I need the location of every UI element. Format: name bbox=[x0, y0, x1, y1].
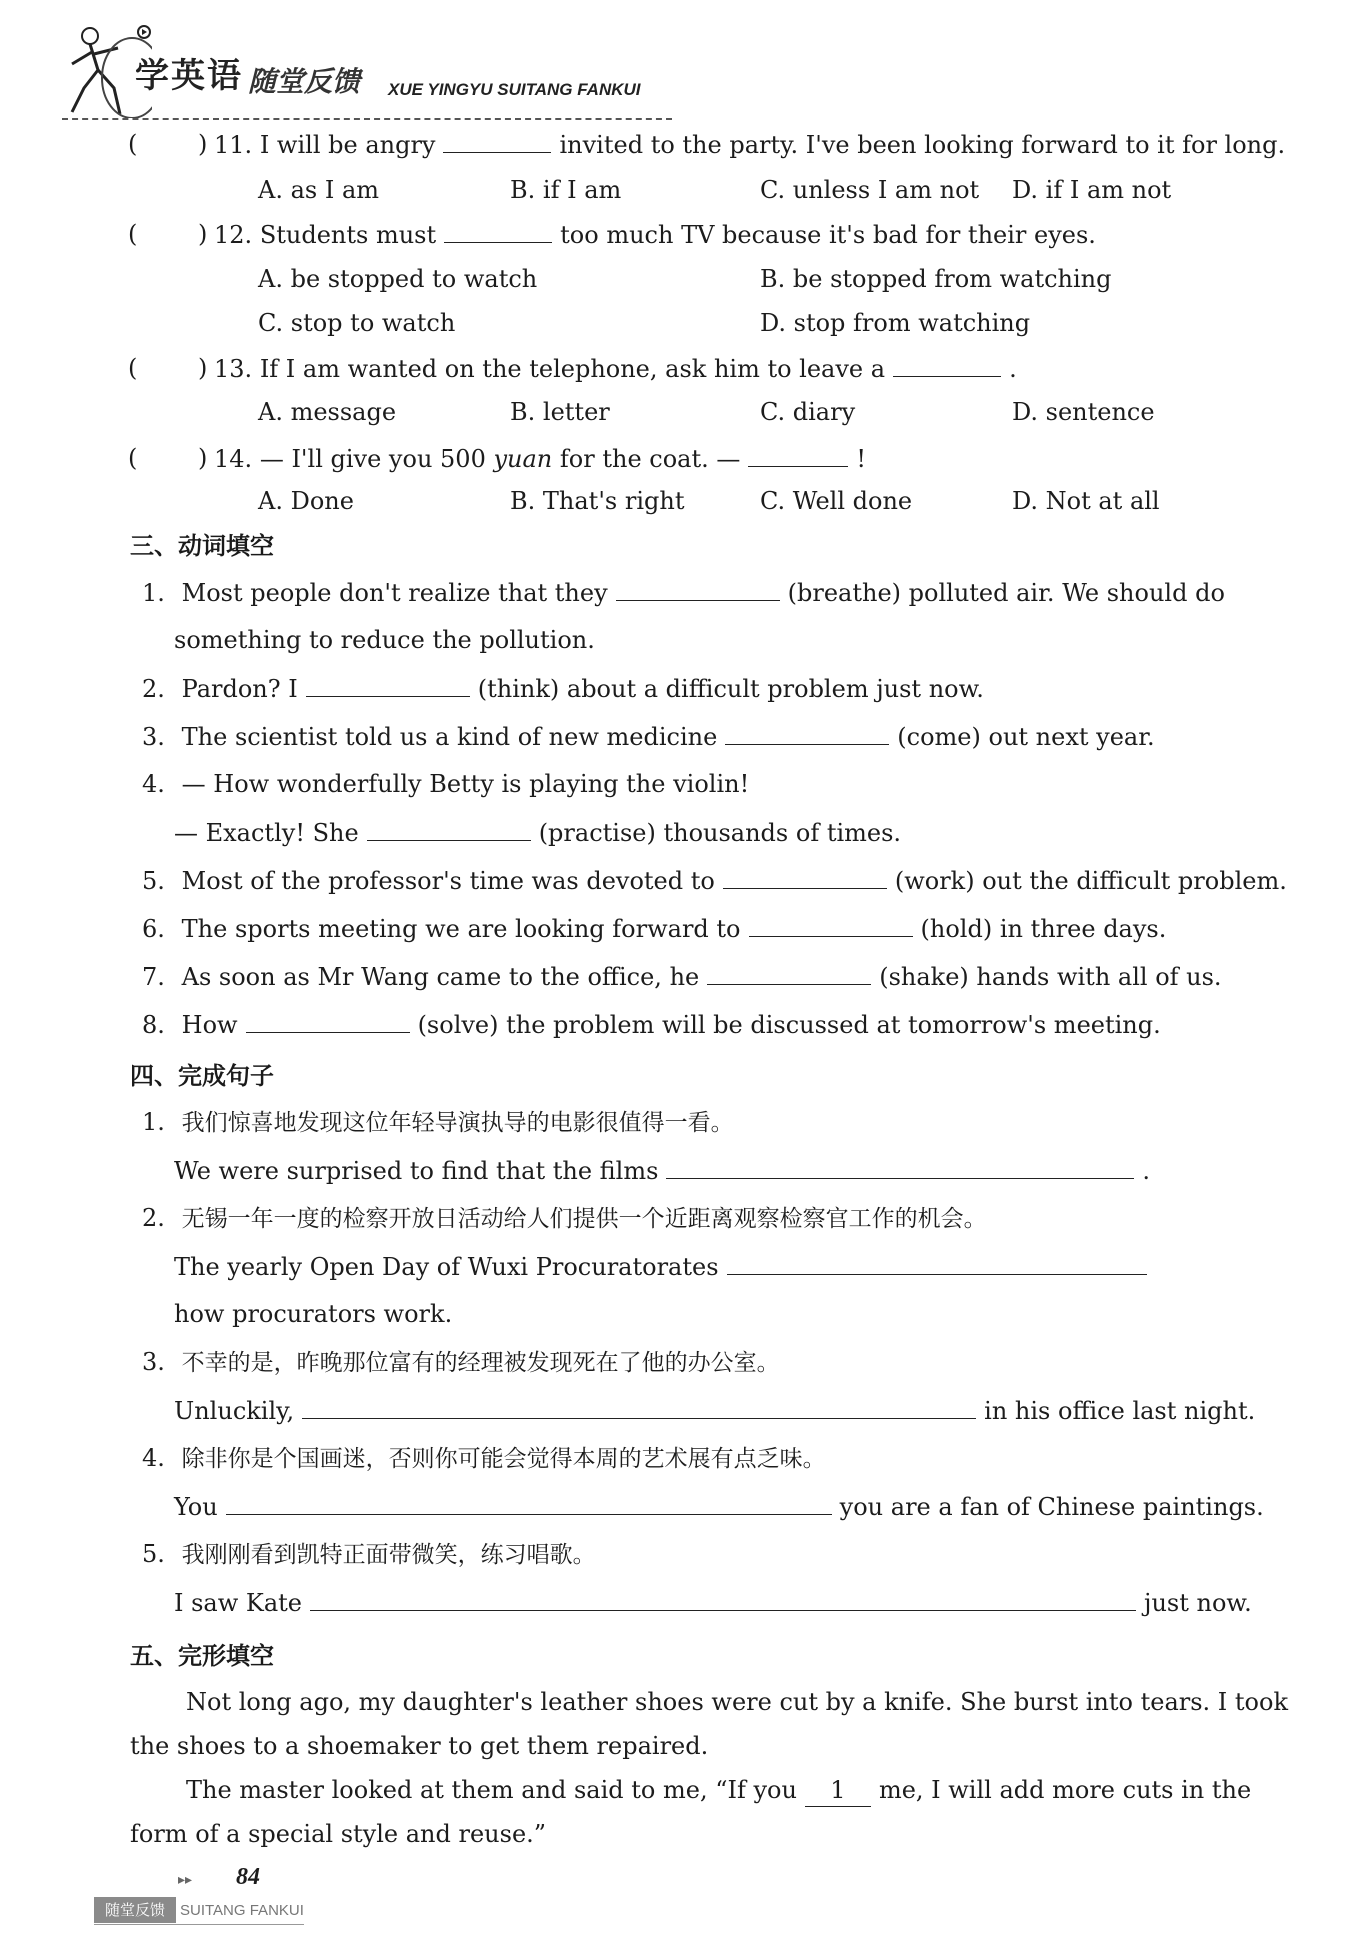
sentence-item-3-cn bbox=[142, 1346, 780, 1379]
answer-paren-open: ( bbox=[128, 444, 138, 472]
item-number: 4. bbox=[142, 770, 165, 798]
question-stem: — I'll give you 500 bbox=[259, 445, 486, 473]
footer-divider bbox=[94, 1924, 304, 1925]
sentence-item-4-en bbox=[174, 1490, 1264, 1523]
sentence-item-1-cn bbox=[142, 1106, 734, 1139]
option-a: A. Done bbox=[258, 487, 354, 515]
question-text bbox=[214, 352, 1017, 385]
item-number: 2. bbox=[142, 675, 165, 703]
option-a: A. be stopped to watch bbox=[258, 265, 538, 293]
answer-blank[interactable] bbox=[310, 1586, 1136, 1611]
question-number: 12. bbox=[214, 221, 253, 249]
answer-blank[interactable] bbox=[893, 352, 1001, 377]
item-text-end: (solve) the problem will be discussed at tomorrow's meeting. bbox=[417, 1011, 1161, 1039]
option-a: A. as I am bbox=[258, 176, 380, 204]
item-text-end: (hold) in three days. bbox=[920, 915, 1167, 943]
sentence-item-5-en bbox=[174, 1586, 1252, 1619]
section-heading-cloze: 五、完形填空 bbox=[130, 1642, 274, 1670]
item-text: Pardon? I bbox=[181, 675, 298, 703]
option-d: D. Not at all bbox=[1012, 487, 1160, 515]
english-prompt-end: just now. bbox=[1144, 1589, 1252, 1617]
verb-item-2 bbox=[142, 672, 984, 705]
cloze-paragraph-1-line-1: Not long ago, my daughter's leather shoes were cut by a knife. She burst into tears. I took bbox=[186, 1688, 1288, 1716]
answer-paren-open: ( bbox=[128, 220, 138, 248]
option-b: B. be stopped from watching bbox=[760, 265, 1112, 293]
verb-item-4 bbox=[142, 768, 749, 800]
question-stem-end: . bbox=[1009, 355, 1017, 383]
item-text-end: (practise) thousands of times. bbox=[538, 819, 902, 847]
cloze-paragraph-1-line-2: the shoes to a shoemaker to get them repaired. bbox=[130, 1732, 709, 1760]
english-prompt: The yearly Open Day of Wuxi Procuratorates bbox=[174, 1253, 719, 1281]
cloze-blank-1[interactable]: 1 bbox=[805, 1774, 871, 1807]
verb-item-8 bbox=[142, 1008, 1161, 1041]
cloze-text-end: me, I will add more cuts in the bbox=[878, 1776, 1252, 1804]
option-c: C. Well done bbox=[760, 487, 913, 515]
question-stem-end: invited to the party. I've been looking forward to it for long. bbox=[559, 131, 1286, 159]
header-title-en: XUE YINGYU SUITANG FANKUI bbox=[388, 80, 641, 99]
question-stem: If I am wanted on the telephone, ask him to leave a bbox=[259, 355, 886, 383]
english-prompt-end: in his office last night. bbox=[984, 1397, 1256, 1425]
answer-blank[interactable] bbox=[616, 576, 780, 601]
verb-item-5 bbox=[142, 864, 1287, 897]
item-number: 7. bbox=[142, 963, 165, 991]
item-number: 4. bbox=[142, 1444, 165, 1472]
footer-label-en: SUITANG FANKUI bbox=[180, 1902, 304, 1919]
item-text: — How wonderfully Betty is playing the violin! bbox=[181, 770, 750, 798]
sentence-item-2-cn bbox=[142, 1202, 987, 1235]
item-text: As soon as Mr Wang came to the office, he bbox=[181, 963, 700, 991]
option-b: B. if I am bbox=[510, 176, 622, 204]
header-title-cn: 学英语 bbox=[135, 56, 243, 96]
item-number: 1. bbox=[142, 1108, 165, 1136]
answer-paren-open: ( bbox=[128, 130, 138, 158]
answer-paren-open: ( bbox=[128, 354, 138, 382]
cloze-paragraph-2-line-1 bbox=[186, 1774, 1251, 1807]
option-c: C. diary bbox=[760, 398, 856, 426]
question-stem: Students must bbox=[259, 221, 437, 249]
item-text-end: (shake) hands with all of us. bbox=[879, 963, 1222, 991]
question-number: 11. bbox=[214, 131, 253, 159]
option-d: D. sentence bbox=[1012, 398, 1155, 426]
answer-blank[interactable] bbox=[443, 128, 551, 153]
header-subtitle-cn: 随堂反馈 bbox=[248, 65, 361, 98]
chinese-prompt: 我们惊喜地发现这位年轻导演执导的电影很值得一看。 bbox=[181, 1110, 734, 1136]
answer-blank[interactable] bbox=[367, 816, 531, 841]
english-prompt-end: you are a fan of Chinese paintings. bbox=[839, 1493, 1264, 1521]
answer-blank[interactable] bbox=[707, 960, 871, 985]
item-number: 3. bbox=[142, 723, 165, 751]
item-text-end: (breathe) polluted air. We should do bbox=[787, 579, 1225, 607]
answer-blank[interactable] bbox=[246, 1008, 410, 1033]
item-number: 6. bbox=[142, 915, 165, 943]
section-heading-sentences: 四、完成句子 bbox=[130, 1062, 274, 1090]
option-d: D. if I am not bbox=[1012, 176, 1172, 204]
english-prompt-end: . bbox=[1142, 1157, 1151, 1185]
option-d: D. stop from watching bbox=[760, 309, 1031, 337]
option-c: C. unless I am not bbox=[760, 176, 980, 204]
item-number: 5. bbox=[142, 867, 165, 895]
item-text: Most people don't realize that they bbox=[181, 579, 608, 607]
question-stem: I will be angry bbox=[259, 131, 436, 159]
answer-blank[interactable] bbox=[666, 1154, 1134, 1179]
question-stem-italic: yuan bbox=[493, 445, 553, 473]
question-text bbox=[214, 128, 1285, 161]
verb-item-4-cont bbox=[174, 816, 901, 849]
verb-item-1 bbox=[142, 576, 1225, 609]
page-arrow-icon: ▸▸ bbox=[178, 1872, 193, 1888]
sentence-item-4-cn bbox=[142, 1442, 826, 1475]
english-prompt: We were surprised to find that the films bbox=[174, 1157, 659, 1185]
answer-paren-close: ) bbox=[198, 354, 208, 382]
item-text: — Exactly! She bbox=[174, 819, 359, 847]
answer-blank[interactable] bbox=[749, 912, 913, 937]
verb-item-6 bbox=[142, 912, 1166, 945]
chinese-prompt: 我刚刚看到凯特正面带微笑，练习唱歌。 bbox=[181, 1542, 596, 1568]
question-text bbox=[214, 218, 1096, 251]
item-number: 8. bbox=[142, 1011, 165, 1039]
page-header bbox=[62, 18, 682, 118]
english-prompt: Unluckily, bbox=[174, 1397, 295, 1425]
answer-blank[interactable] bbox=[748, 442, 848, 467]
english-prompt: I saw Kate bbox=[174, 1589, 302, 1617]
item-text: Most of the professor's time was devoted to bbox=[181, 867, 715, 895]
answer-paren-close: ) bbox=[198, 220, 208, 248]
chinese-prompt: 除非你是个国画迷，否则你可能会觉得本周的艺术展有点乏味。 bbox=[181, 1446, 826, 1472]
item-text: The sports meeting we are looking forward to bbox=[181, 915, 741, 943]
item-number: 1. bbox=[142, 579, 165, 607]
cloze-text: The master looked at them and said to me, “If you bbox=[186, 1776, 797, 1804]
sentence-item-2-en bbox=[174, 1250, 1155, 1283]
question-number: 13. bbox=[214, 355, 253, 383]
question-text bbox=[214, 442, 866, 475]
item-text-end: (think) about a difficult problem just now. bbox=[477, 675, 984, 703]
answer-paren-close: ) bbox=[198, 444, 208, 472]
item-number: 5. bbox=[142, 1540, 165, 1568]
verb-item-1-cont: something to reduce the pollution. bbox=[174, 626, 595, 654]
answer-blank[interactable] bbox=[723, 864, 887, 889]
answer-blank[interactable] bbox=[302, 1394, 976, 1419]
item-text-end: (work) out the difficult problem. bbox=[894, 867, 1287, 895]
answer-blank[interactable] bbox=[727, 1250, 1147, 1275]
item-text: The scientist told us a kind of new medicine bbox=[181, 723, 718, 751]
item-text-end: (come) out next year. bbox=[897, 723, 1155, 751]
item-number: 2. bbox=[142, 1204, 165, 1232]
answer-blank[interactable] bbox=[725, 720, 889, 745]
answer-paren-close: ) bbox=[198, 130, 208, 158]
section-heading-verbs: 三、动词填空 bbox=[130, 532, 274, 560]
sentence-item-3-en bbox=[174, 1394, 1255, 1427]
option-a: A. message bbox=[258, 398, 397, 426]
answer-blank[interactable] bbox=[226, 1490, 832, 1515]
item-text: How bbox=[181, 1011, 238, 1039]
sentence-item-2-en-cont: how procurators work. bbox=[174, 1300, 453, 1328]
sentence-item-5-cn bbox=[142, 1538, 596, 1571]
sentence-item-1-en bbox=[174, 1154, 1150, 1187]
question-stem-2: for the coat. — bbox=[559, 445, 741, 473]
header-divider bbox=[62, 118, 672, 120]
question-number: 14. bbox=[214, 445, 253, 473]
verb-item-3 bbox=[142, 720, 1155, 753]
answer-blank[interactable] bbox=[444, 218, 552, 243]
option-c: C. stop to watch bbox=[258, 309, 456, 337]
page-number: 84 bbox=[236, 1864, 260, 1890]
footer-label-cn: 随堂反馈 bbox=[94, 1897, 176, 1923]
option-b: B. letter bbox=[510, 398, 610, 426]
question-stem-end: too much TV because it's bad for their eyes. bbox=[560, 221, 1096, 249]
cloze-paragraph-2-line-2: form of a special style and reuse.” bbox=[130, 1820, 547, 1848]
chinese-prompt: 不幸的是，昨晚那位富有的经理被发现死在了他的办公室。 bbox=[181, 1350, 780, 1376]
english-prompt: You bbox=[174, 1493, 218, 1521]
answer-blank[interactable] bbox=[306, 672, 470, 697]
verb-item-7 bbox=[142, 960, 1222, 993]
item-number: 3. bbox=[142, 1348, 165, 1376]
chinese-prompt: 无锡一年一度的检察开放日活动给人们提供一个近距离观察检察官工作的机会。 bbox=[181, 1206, 987, 1232]
question-stem-end: ! bbox=[856, 445, 867, 473]
option-b: B. That's right bbox=[510, 487, 685, 515]
